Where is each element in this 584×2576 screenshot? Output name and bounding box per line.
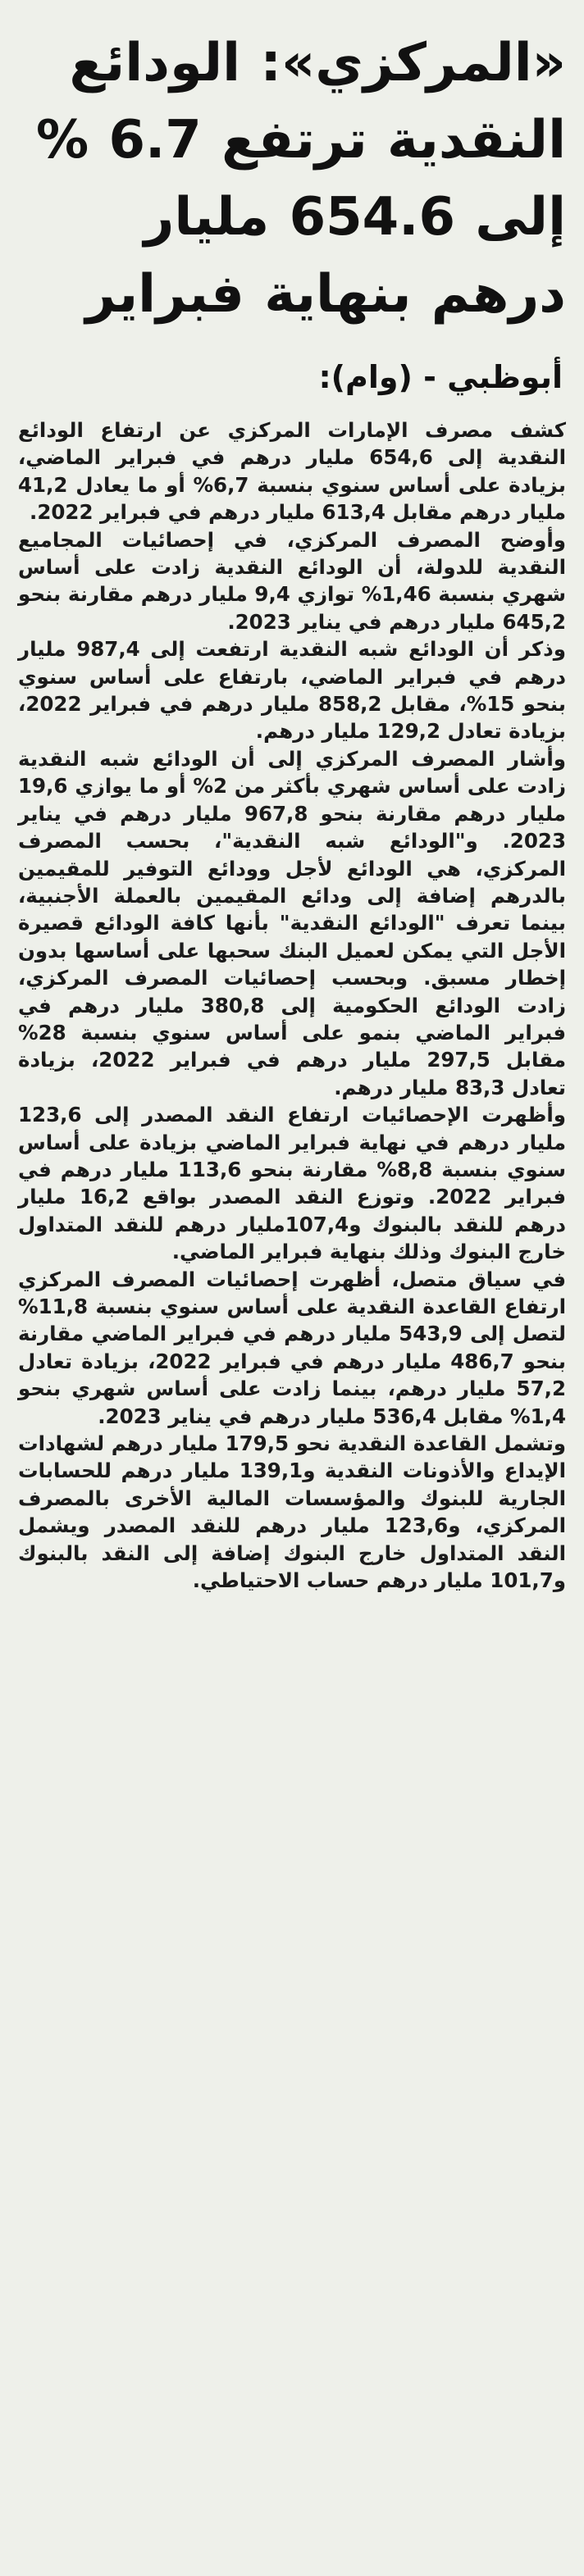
headline-line: «المركزي»: الودائع — [69, 33, 566, 93]
article-paragraph: في سياق متصل، أظهرت إحصائيات المصرف المركزي ارتفاع القاعدة النقدية على أساس سنوي بنسبة 11,8% لتصل إلى 543,9 مليار درهم في فبراير الماضي مقارنة بنحو 486,7 مليار درهم في فبراير 2022، بزيادة تعادل 57,2 مليار درهم، بينما زادت على أساس شهري بنحو 1,4% مقابل 536,4 مليار درهم في يناير 2023. — [18, 1267, 567, 1428]
article-body — [18, 416, 566, 1594]
headline-line: إلى 654.6 مليار — [144, 187, 566, 248]
article-paragraph: كشف مصرف الإمارات المركزي عن ارتفاع الودائع النقدية إلى 654,6 مليار درهم في فبراير الماضي، بزيادة على أساس سنوي بنسبة 6,7% أو ما يعادل 41,2 مليار درهم مقابل 613,4 مليار درهم في فبراير 2022. — [18, 418, 566, 525]
headline-line: درهم بنهاية فبراير — [85, 264, 566, 325]
article-paragraph: وأوضح المصرف المركزي، في إحصائيات المجاميع النقدية للدولة، أن الودائع النقدية زادت على أساس شهري بنسبة 1,46% توازي 9,4 مليار درهم مقارنة بنحو 645,2 مليار درهم في يناير 2023. — [18, 527, 566, 634]
article-paragraph: وأشار المصرف المركزي إلى أن الودائع شبه النقدية زادت على أساس شهري بأكثر من 2% أو ما يوازي 19,6 مليار درهم مقارنة بنحو 967,8 مليار درهم في يناير 2023. و"الودائع شبه النقدية"، بحسب المصرف المركزي، هي الودائع لأجل وودائع التوفير للمقيمين بالدرهم إضافة إلى ودائع المقيمين بالعملة الأجنبية، بينما تعرف "الودائع النقدية" بأنها كافة الودائع قصيرة الأجل التي يمكن لعميل البنك سحبها على أساسها بدون إخطار مسبق. وبحسب إحصائيات المصرف المركزي، زادت الودائع الحكومية إلى 380,8 مليار درهم في فبراير الماضي بنمو على أساس سنوي بنسبة 28% مقابل 297,5 مليار درهم في فبراير 2022، بزيادة تعادل 83,3 مليار درهم. — [18, 746, 567, 1099]
article-headline — [18, 25, 566, 333]
article-paragraph: وتشمل القاعدة النقدية نحو 179,5 مليار درهم لشهادات الإيداع والأذونات النقدية و139,1 مليار درهم للحسابات الجارية للبنوك والمؤسسات المالية الأخرى بالمصرف المركزي، و123,6 مليار درهم للنقد المصدر ويشمل النقد المتداول خارج البنوك إضافة إلى النقد بالبنوك و101,7 مليار درهم حساب الاحتياطي. — [18, 1431, 567, 1593]
headline-line: النقدية ترتفع 6.7 % — [36, 110, 566, 171]
article-paragraph: وأظهرت الإحصائيات ارتفاع النقد المصدر إلى 123,6 مليار درهم في نهاية فبراير الماضي بزيادة على أساس سنوي بنسبة 8,8% مقارنة بنحو 113,6 مليار درهم في فبراير 2022. وتوزع النقد المصدر بواقع 16,2 مليار درهم للنقد بالبنوك و107,4مليار درهم للنقد المتداول خارج البنوك وذلك بنهاية فبراير الماضي. — [18, 1103, 567, 1264]
article-paragraph: وذكر أن الودائع شبه النقدية ارتفعت إلى 987,4 مليار درهم في فبراير الماضي، بارتفاع على أساس سنوي بنحو 15%، مقابل 858,2 مليار درهم في فبراير 2022، بزيادة تعادل 129,2 مليار درهم. — [18, 637, 567, 744]
article-byline: أبوظبي - (وام): — [318, 359, 563, 395]
